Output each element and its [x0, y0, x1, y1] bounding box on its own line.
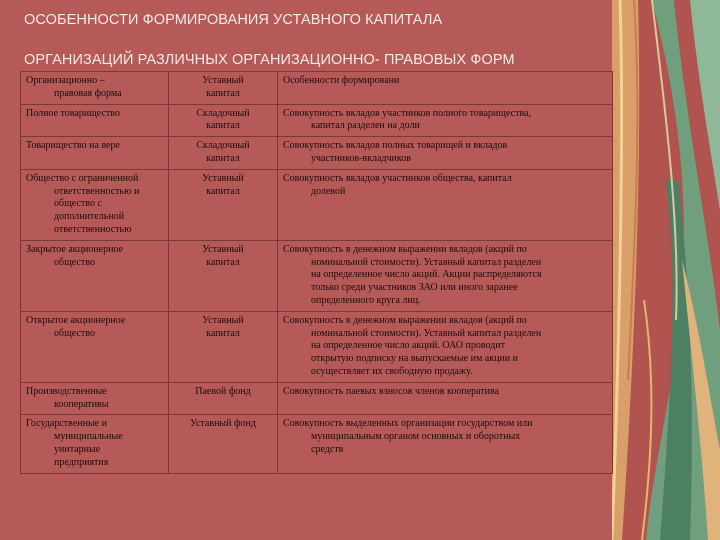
table-row [21, 169, 613, 240]
cell-form: Товарищество на вере [21, 137, 169, 170]
cell-capital: Уставный капитал [169, 240, 278, 311]
table-row [21, 415, 613, 473]
cell-features: Совокупность вкладов участников общества, капитал долевой [278, 169, 613, 240]
table-row [21, 137, 613, 170]
table-row [21, 311, 613, 382]
cell-capital: Складочный капитал [169, 104, 278, 137]
header-capital: Уставный капитал [169, 72, 278, 105]
table-header-row [21, 72, 613, 105]
cell-capital: Складочный капитал [169, 137, 278, 170]
slide-title-line-2: ОРГАНИЗАЦИЙ РАЗЛИЧНЫХ ОРГАНИЗАЦИОННО- ПРАВОВЫХ ФОРМ [24, 52, 515, 68]
cell-features: Совокупность вкладов участников полного товарищества, капитал разделен на доли [278, 104, 613, 137]
cell-form: Полное товарищество [21, 104, 169, 137]
header-form: Организационно – правовая форма [21, 72, 169, 105]
cell-features: Совокупность выделенных организации государством или муниципальным органом основных и оборотных средств [278, 415, 613, 473]
cell-features: Совокупность в денежном выражении вкладов (акций по номинальной стоимости). Уставный капитал разделен на определенное число акций. ОАО проводит открытую подписку на выпускаемые им акции и осуществляет их свободную продажу. [278, 311, 613, 382]
table-row [21, 240, 613, 311]
formation-table [20, 71, 613, 474]
cell-features: Совокупность в денежном выражении вкладов (акций по номинальной стоимости). Уставный капитал разделен на определенное число акций. Акции распределяются только среди участников ЗАО или иного заранее определенного круга лиц. [278, 240, 613, 311]
cell-form: Общество с ограниченной ответственностью и общество с дополнительной ответственностью [21, 169, 169, 240]
slide-title-line-1: ОСОБЕННОСТИ ФОРМИРОВАНИЯ УСТАВНОГО КАПИТАЛА [24, 12, 443, 28]
cell-form: Закрытое акционерное общество [21, 240, 169, 311]
table-row [21, 104, 613, 137]
cell-capital: Уставный капитал [169, 169, 278, 240]
cell-form: Открытое акционерное общество [21, 311, 169, 382]
header-features: Особенности формировани [278, 72, 613, 105]
cell-features: Совокупность вкладов полных товарищей и вкладов участников-вкладчиков [278, 137, 613, 170]
cell-form: Производственные кооперативы [21, 382, 169, 415]
table-body [21, 104, 613, 473]
table-row [21, 382, 613, 415]
cell-capital: Уставный фонд [169, 415, 278, 473]
decorative-abstract-art [612, 0, 720, 540]
cell-capital: Уставный капитал [169, 311, 278, 382]
cell-capital: Паевой фонд [169, 382, 278, 415]
cell-features: Совокупность паевых взносов членов кооператива [278, 382, 613, 415]
cell-form: Государственные и муниципальные унитарные предприятия [21, 415, 169, 473]
